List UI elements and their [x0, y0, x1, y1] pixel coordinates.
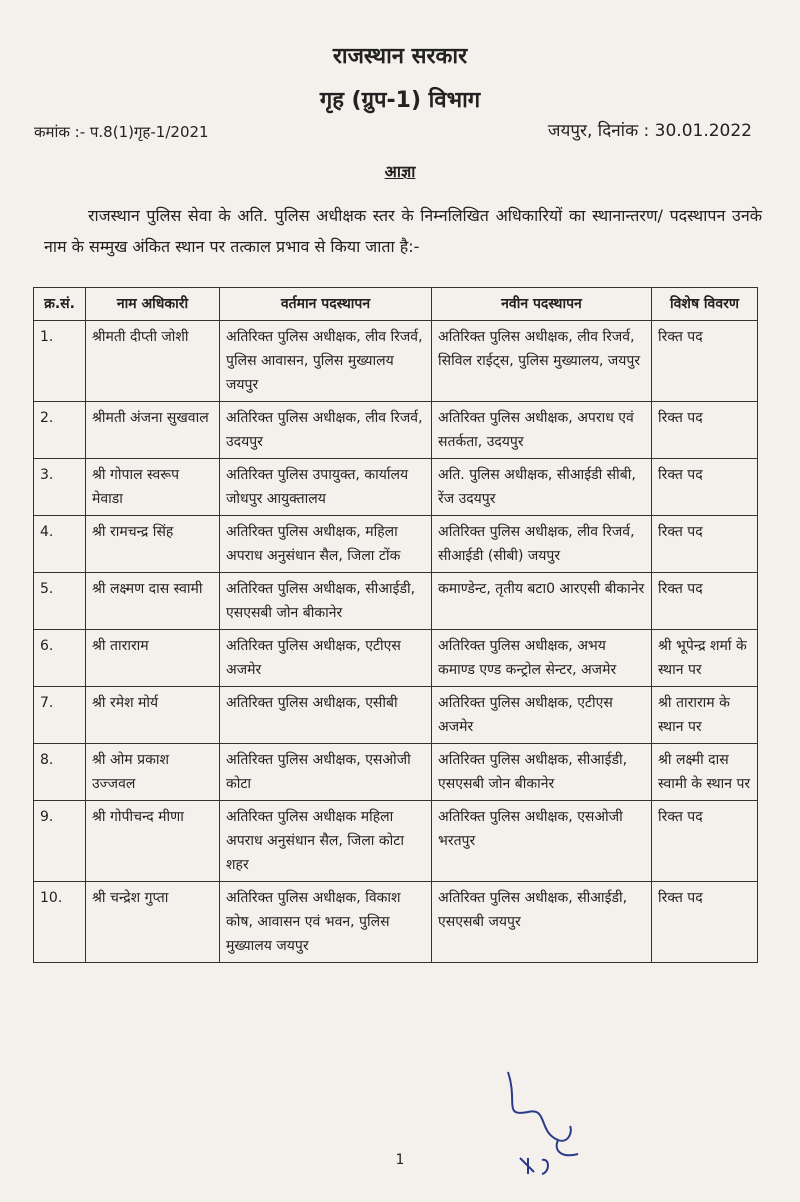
cell-remarks: रिक्त पद	[652, 459, 758, 516]
cell-current-posting: अतिरिक्त पुलिस अधीक्षक, लीव रिजर्व, उदयपुर	[220, 402, 432, 459]
table-row	[34, 573, 758, 630]
header-name: नाम अधिकारी	[86, 288, 220, 321]
document-date: जयपुर, दिनांक : 30.01.2022	[547, 121, 752, 141]
cell-sno: 10.	[34, 882, 86, 963]
cell-current-posting: अतिरिक्त पुलिस उपायुक्त, कार्यालय जोधपुर आयुक्तालय	[220, 459, 432, 516]
government-title: राजस्थान सरकार	[332, 44, 468, 69]
cell-new-posting: अतिरिक्त पुलिस अधीक्षक, एटीएस अजमेर	[432, 687, 652, 744]
cell-name: श्री ताराराम	[86, 630, 220, 687]
cell-current-posting: अतिरिक्त पुलिस अधीक्षक, महिला अपराध अनुसंधान सैल, जिला टोंक	[220, 516, 432, 573]
cell-name: श्री चन्द्रेश गुप्ता	[86, 882, 220, 963]
cell-sno: 4.	[34, 516, 86, 573]
cell-current-posting: अतिरिक्त पुलिस अधीक्षक, सीआईडी, एसएसबी जोन बीकानेर	[220, 573, 432, 630]
table-row	[34, 459, 758, 516]
cell-name: श्री रामचन्द्र सिंह	[86, 516, 220, 573]
cell-remarks: रिक्त पद	[652, 321, 758, 402]
cell-sno: 7.	[34, 687, 86, 744]
cell-remarks: रिक्त पद	[652, 801, 758, 882]
page-number: 1	[395, 1152, 405, 1168]
header-sno: क्र.सं.	[34, 288, 86, 321]
cell-current-posting: अतिरिक्त पुलिस अधीक्षक, एटीएस अजमेर	[220, 630, 432, 687]
cell-remarks: रिक्त पद	[652, 402, 758, 459]
header-new-posting: नवीन पदस्थापन	[432, 288, 652, 321]
transfer-table	[33, 287, 758, 963]
table-row	[34, 516, 758, 573]
table-row	[34, 882, 758, 963]
cell-sno: 9.	[34, 801, 86, 882]
cell-remarks: रिक्त पद	[652, 516, 758, 573]
cell-name: श्री गोपीचन्द मीणा	[86, 801, 220, 882]
cell-sno: 6.	[34, 630, 86, 687]
cell-new-posting: अतिरिक्त पुलिस अधीक्षक, अभय कमाण्ड एण्ड कन्ट्रोल सेन्टर, अजमेर	[432, 630, 652, 687]
cell-remarks: श्री भूपेन्द्र शर्मा के स्थान पर	[652, 630, 758, 687]
cell-new-posting: अतिरिक्त पुलिस अधीक्षक, अपराध एवं सतर्कता, उदयपुर	[432, 402, 652, 459]
cell-sno: 3.	[34, 459, 86, 516]
cell-new-posting: अतिरिक्त पुलिस अधीक्षक, लीव रिजर्व, सीआईडी (सीबी) जयपुर	[432, 516, 652, 573]
order-heading: आज्ञा	[384, 162, 416, 181]
table-row	[34, 687, 758, 744]
cell-remarks: श्री ताराराम के स्थान पर	[652, 687, 758, 744]
department-title: गृह (ग्रुप-1) विभाग	[319, 88, 481, 113]
cell-sno: 8.	[34, 744, 86, 801]
cell-name: श्री ओम प्रकाश उज्जवल	[86, 744, 220, 801]
cell-new-posting: अतिरिक्त पुलिस अधीक्षक, सीआईडी, एसएसबी जोन बीकानेर	[432, 744, 652, 801]
cell-current-posting: अतिरिक्त पुलिस अधीक्षक, विकाश कोष, आवासन एवं भवन, पुलिस मुख्यालय जयपुर	[220, 882, 432, 963]
table-row	[34, 630, 758, 687]
cell-new-posting: अतिरिक्त पुलिस अधीक्षक, एसओजी भरतपुर	[432, 801, 652, 882]
cell-current-posting: अतिरिक्त पुलिस अधीक्षक, लीव रिजर्व, पुलिस आवासन, पुलिस मुख्यालय जयपुर	[220, 321, 432, 402]
cell-new-posting: अति. पुलिस अधीक्षक, सीआईडी सीबी, रेंज उदयपुर	[432, 459, 652, 516]
cell-name: श्री लक्ष्मण दास स्वामी	[86, 573, 220, 630]
cell-name: श्रीमती अंजना सुखवाल	[86, 402, 220, 459]
cell-sno: 2.	[34, 402, 86, 459]
cell-current-posting: अतिरिक्त पुलिस अधीक्षक, एसीबी	[220, 687, 432, 744]
cell-current-posting: अतिरिक्त पुलिस अधीक्षक महिला अपराध अनुसंधान सैल, जिला कोटा शहर	[220, 801, 432, 882]
cell-name: श्री गोपाल स्वरूप मेवाडा	[86, 459, 220, 516]
table-row	[34, 744, 758, 801]
cell-new-posting: कमाण्डेन्ट, तृतीय बटा0 आरएसी बीकानेर	[432, 573, 652, 630]
reference-number: कमांक :- प.8(1)गृह-1/2021	[34, 123, 209, 141]
cell-new-posting: अतिरिक्त पुलिस अधीक्षक, सीआईडी, एसएसबी जयपुर	[432, 882, 652, 963]
cell-remarks: रिक्त पद	[652, 573, 758, 630]
cell-remarks: रिक्त पद	[652, 882, 758, 963]
cell-name: श्री रमेश मोर्य	[86, 687, 220, 744]
table-row	[34, 402, 758, 459]
table-row	[34, 321, 758, 402]
header-remarks: विशेष विवरण	[652, 288, 758, 321]
cell-sno: 5.	[34, 573, 86, 630]
header-current-posting: वर्तमान पदस्थापन	[220, 288, 432, 321]
cell-remarks: श्री लक्ष्मी दास स्वामी के स्थान पर	[652, 744, 758, 801]
cell-new-posting: अतिरिक्त पुलिस अधीक्षक, लीव रिजर्व, सिविल राईट्स, पुलिस मुख्यालय, जयपुर	[432, 321, 652, 402]
cell-name: श्रीमती दीप्ती जोशी	[86, 321, 220, 402]
table-header-row	[34, 288, 758, 321]
table-row	[34, 801, 758, 882]
cell-current-posting: अतिरिक्त पुलिस अधीक्षक, एसओजी कोटा	[220, 744, 432, 801]
intro-paragraph: राजस्थान पुलिस सेवा के अति. पुलिस अधीक्षक स्तर के निम्नलिखित अधिकारियों का स्थानान्तरण/ पदस्थापन उनके नाम के सम्मुख अंकित स्थान पर तत्काल प्रभाव से किया जाता है:-	[44, 206, 762, 256]
cell-sno: 1.	[34, 321, 86, 402]
